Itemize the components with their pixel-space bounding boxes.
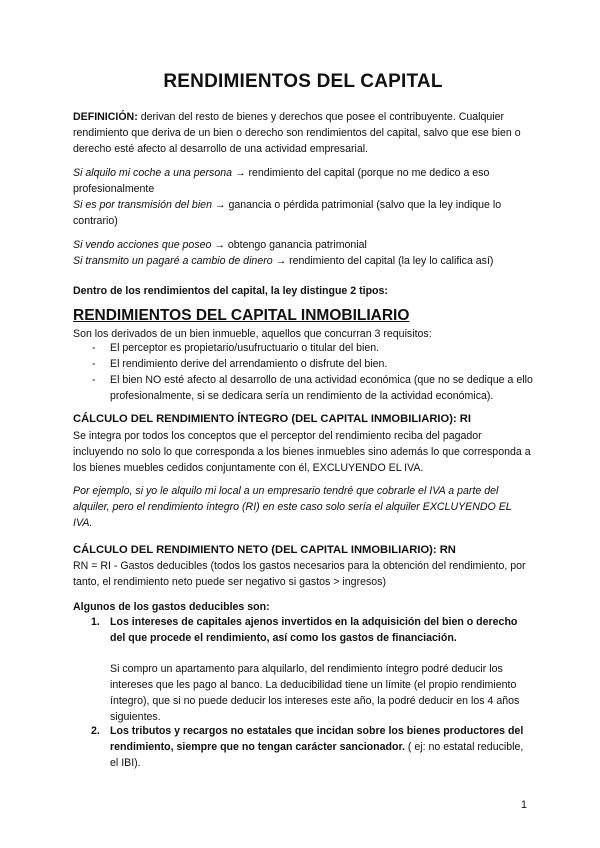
- list-item: - El rendimiento derive del arrendamiento o disfrute del bien.: [73, 356, 533, 372]
- item-detail: Si compro un apartamento para alquilarlo, del rendimiento íntegro podré deducir los intereses que les pago al banco. La deducibilidad tiene un límite (el propio rendimiento íntegro), que si no puede deducir los intereses este año, la podré deducir en los 4 años siguientes.: [110, 663, 520, 723]
- heading-integro: CÁLCULO DEL RENDIMIENTO ÍNTEGRO (DEL CAPITAL INMOBILIARIO): RI: [73, 413, 471, 425]
- neto-paragraph: RN = RI - Gastos deducibles (todos los gastos necesarios para la obtención del rendimiento, por tanto, el rendimiento neto puede ser negativo si gastos > ingresos): [73, 560, 526, 588]
- example-rest: → rendimiento del capital (porque no me dedico a eso profesionalmente: [73, 167, 490, 195]
- item-normal-text: ( ej: no estatal reducible, el IBI).: [110, 741, 524, 769]
- example-line: [73, 167, 489, 195]
- example-rest: → rendimiento del capital (la ley lo califica así): [272, 255, 494, 267]
- example-line: [73, 239, 367, 251]
- definition-label: DEFINICIÓN:: [73, 111, 138, 123]
- definition-text: derivan del resto de bienes y derechos que posee el contribuyente. Cualquier rendimiento que deriva de un bien o derecho son rendimientos del capital, salvo que ese bien o derecho esté afecto al desarrollo de una actividad empresarial.: [73, 111, 521, 155]
- inmobiliario-intro: Son los derivados de un bien inmueble, aquellos que concurran 3 requisitos:: [73, 328, 432, 340]
- item-number: 1.: [91, 616, 100, 628]
- example-italic: Si vendo acciones que poseo: [73, 239, 212, 251]
- example-italic: Si es por transmisión del bien: [73, 199, 212, 211]
- heading-neto: CÁLCULO DEL RENDIMIENTO NETO (DEL CAPITAL INMOBILIARIO): RN: [73, 544, 456, 556]
- integro-example: Por ejemplo, si yo le alquilo mi local a un empresario tendré que cobrarle el IVA a parte del alquiler, pero el rendimiento íntegro (RI) en este caso solo sería el alquiler EXCLUYENDO EL IVA.: [73, 485, 512, 529]
- definition-paragraph: [73, 109, 531, 157]
- item-text: [110, 614, 533, 646]
- example-line: [73, 199, 501, 227]
- item-bold-text: Los intereses de capitales ajenos invertidos en la adquisición del bien o derecho del que procede el rendimiento, así como los gastos de financiación.: [110, 616, 518, 644]
- deducibles-heading: Algunos de los gastos deducibles son:: [73, 601, 270, 613]
- section-heading-inmobiliario: RENDIMIENTOS DEL CAPITAL INMOBILIARIO: [73, 307, 410, 324]
- item-text: [110, 723, 533, 771]
- example-line: [73, 255, 493, 267]
- item-bold-text: Los tributos y recargos no estatales que incidan sobre los bienes productores del rendimiento, siempre que no tengan carácter sancionador.: [110, 725, 524, 753]
- example-rest: → obtengo ganancia patrimonial: [211, 239, 367, 251]
- requirements-list: [73, 340, 533, 404]
- example-rest: → ganancia o pérdida patrimonial (salvo que la ley indique lo contrario): [73, 199, 502, 227]
- page-number: 1: [521, 799, 527, 811]
- deducible-item-2: [73, 723, 533, 771]
- page-title: RENDIMIENTOS DEL CAPITAL: [163, 71, 443, 92]
- list-item: - El bien NO esté afecto al desarrollo de una actividad económica (que no se dedique a ello profesionalmente, si se dedicara sería un rendimiento de la actividad económica).: [73, 372, 533, 404]
- types-intro: Dentro de los rendimientos del capital, la ley distingue 2 tipos:: [73, 285, 388, 297]
- example-italic: Si transmito un pagaré a cambio de dinero: [73, 255, 273, 267]
- example-paragraph: [73, 165, 531, 229]
- deducible-item-1: [73, 614, 533, 725]
- integro-paragraph: Se integra por todos los conceptos que el perceptor del rendimiento reciba del pagador incluyendo no solo lo que corresponda a los bienes inmuebles sino además lo que corresponda a los bienes muebles cedidos conjuntamente con él, EXCLUYENDO EL IVA.: [73, 430, 531, 474]
- list-item: - El perceptor es propietario/usufructuario o titular del bien.: [73, 340, 533, 356]
- item-number: 2.: [91, 725, 100, 737]
- example-italic: Si alquilo mi coche a una persona: [73, 167, 233, 179]
- example-paragraph: [73, 237, 531, 269]
